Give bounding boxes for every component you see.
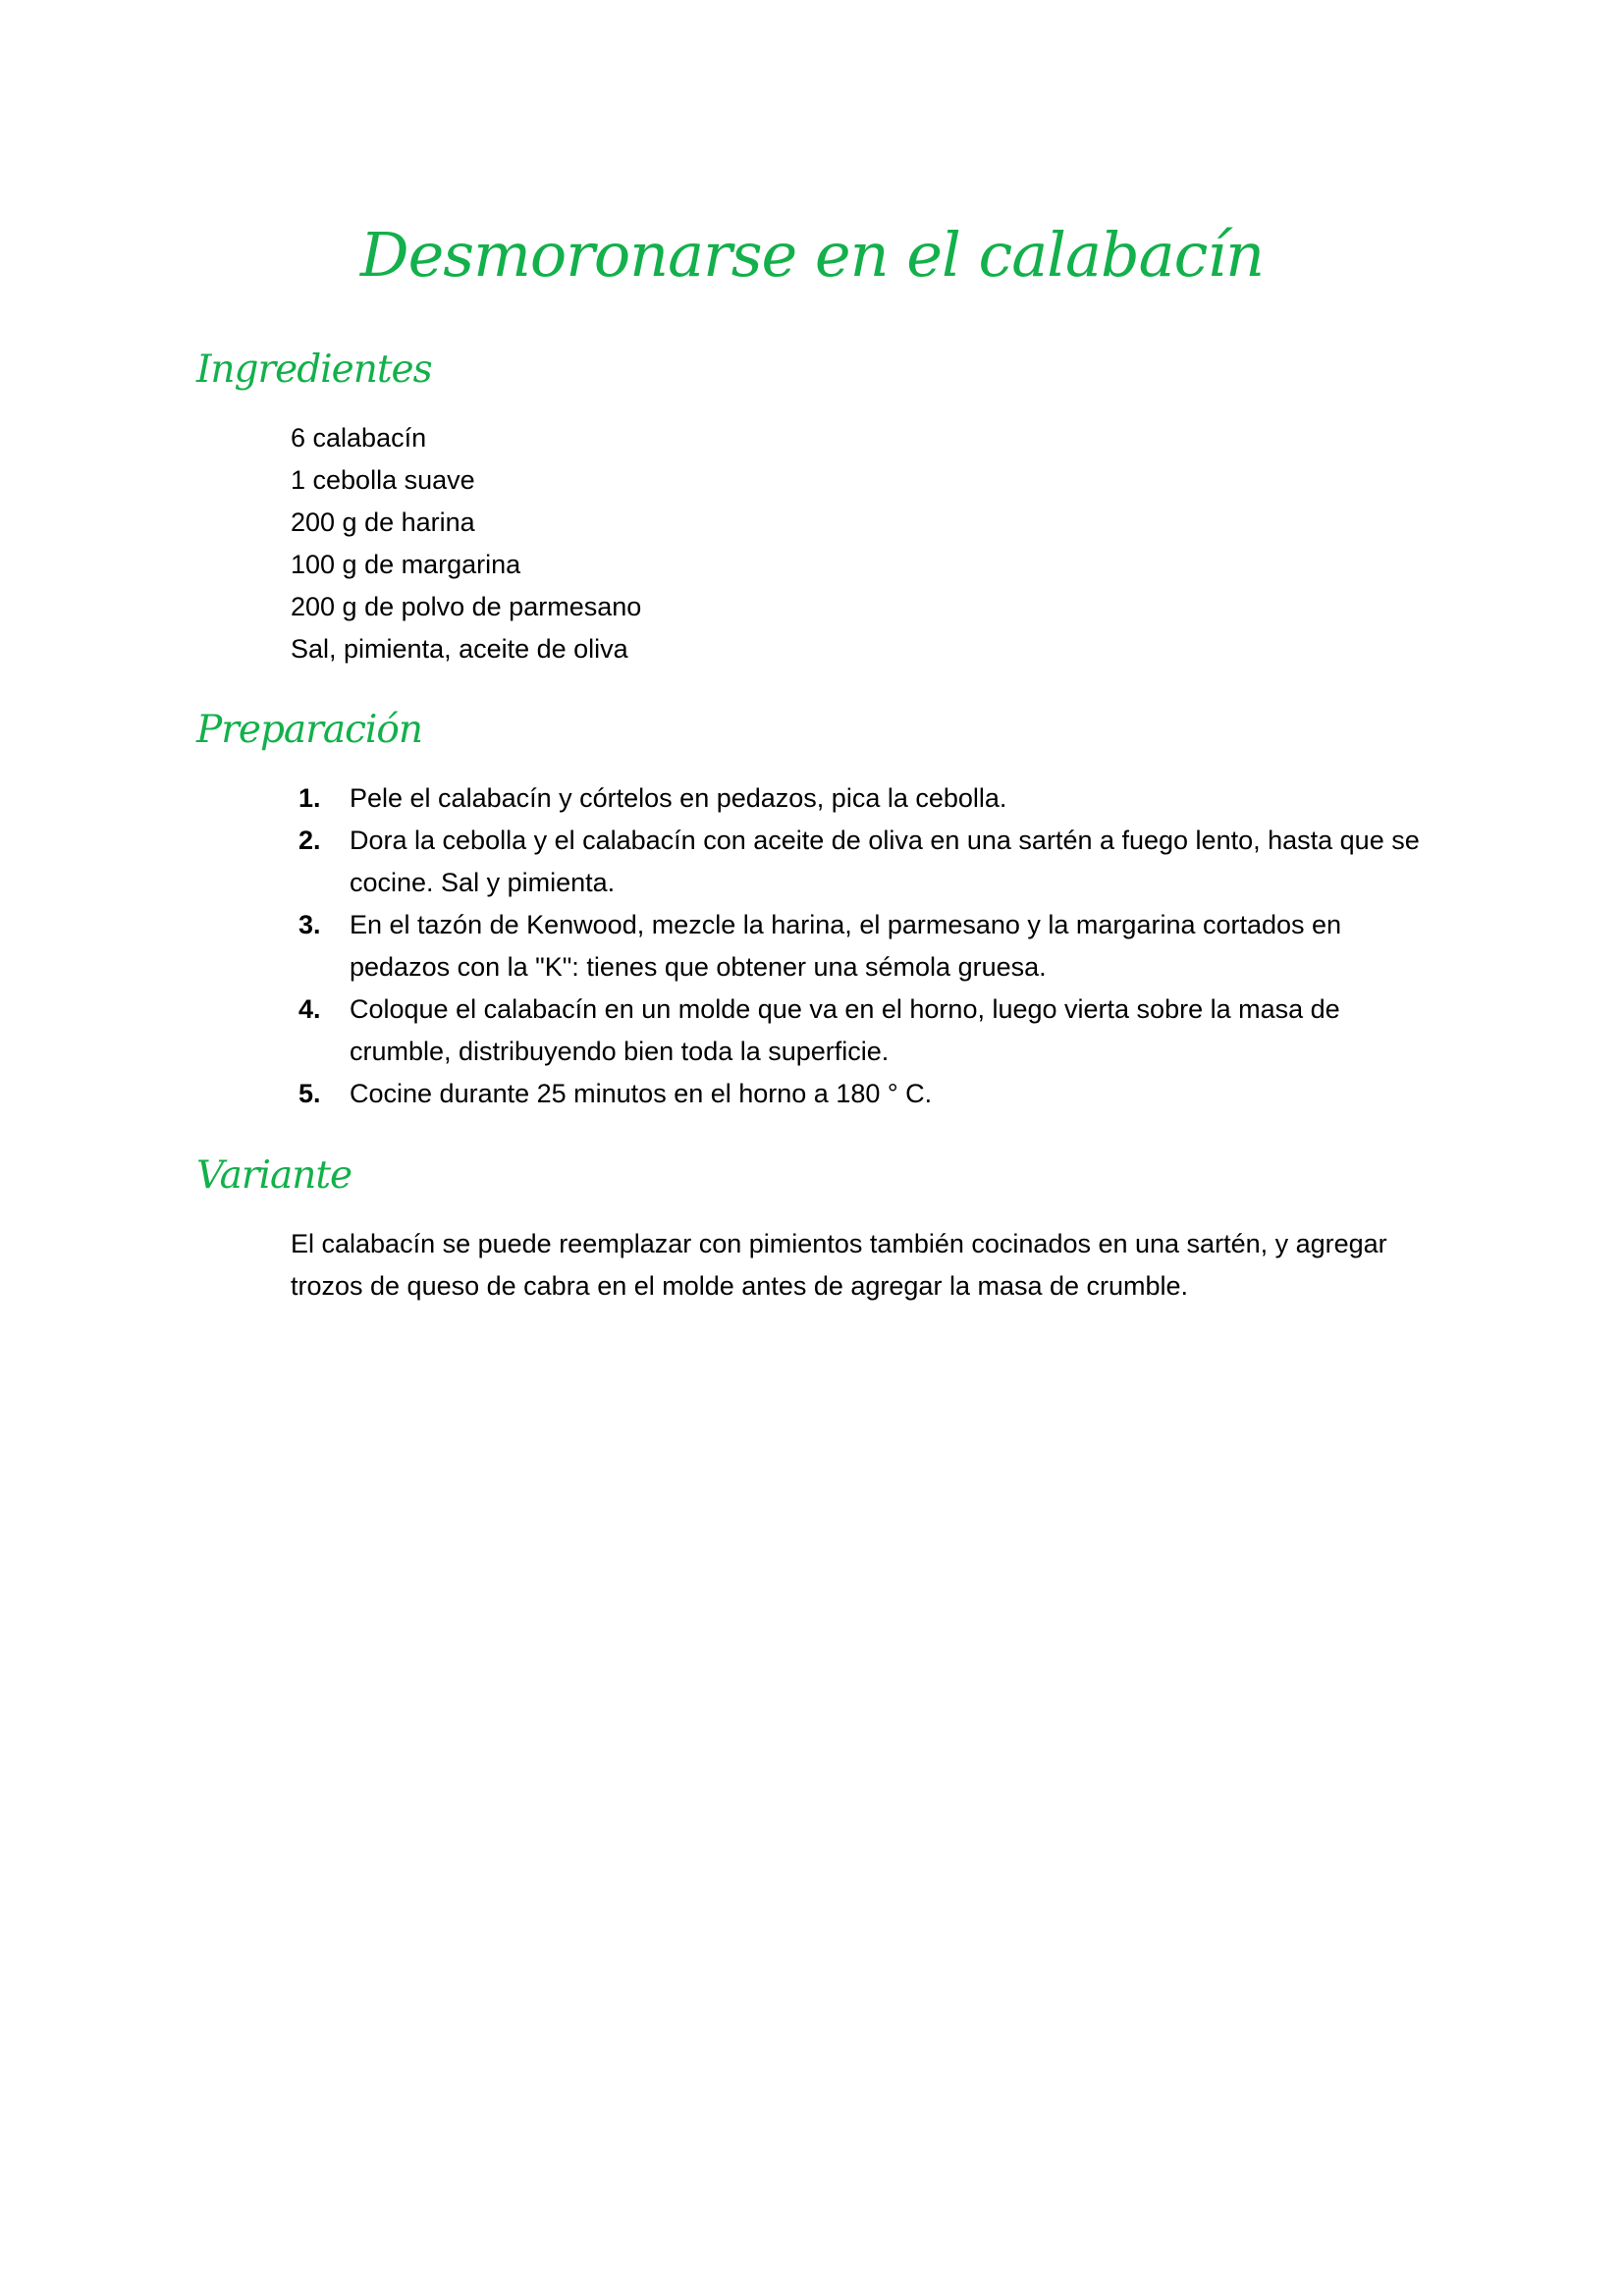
step-item [291, 988, 1439, 1073]
step-number: 2. [298, 826, 321, 855]
ingredient-item: Sal, pimienta, aceite de oliva [291, 634, 628, 664]
preparation-heading: Preparación [196, 708, 422, 752]
ingredients-list [291, 417, 641, 670]
ingredient-item: 100 g de margarina [291, 550, 521, 579]
ingredient-item: 200 g de polvo de parmesano [291, 592, 642, 621]
step-item [291, 777, 1439, 820]
step-text: Dora la cebolla y el calabacín con aceite de oliva en una sartén a fuego lento, hasta que se cocine. Sal y pimienta. [350, 826, 1420, 897]
step-text: Cocine durante 25 minutos en el horno a 180 ° C. [350, 1079, 933, 1108]
ingredient-item: 6 calabacín [291, 423, 427, 453]
ingredients-heading: Ingredientes [196, 347, 432, 392]
recipe-title: Desmoronarse en el calabacín [359, 219, 1265, 291]
ingredient-item: 1 cebolla suave [291, 465, 475, 495]
step-text: Pele el calabacín y córtelos en pedazos, pica la cebolla. [350, 783, 1007, 813]
variant-heading: Variante [196, 1153, 352, 1198]
ingredient-item: 200 g de harina [291, 507, 475, 537]
step-item [291, 820, 1439, 904]
preparation-steps-list [291, 777, 1439, 1115]
variant-paragraph: El calabacín se puede reemplazar con pimientos también cocinados en una sartén, y agregar trozos de queso de cabra en el molde antes de agregar la masa de crumble. [291, 1229, 1387, 1301]
step-number: 5. [298, 1079, 321, 1108]
step-number: 1. [298, 783, 321, 813]
step-item [291, 1073, 1439, 1115]
step-text: En el tazón de Kenwood, mezcle la harina, el parmesano y la margarina cortados en pedazos con la "K": tienes que obtener una sémola gruesa. [350, 910, 1342, 982]
step-text: Coloque el calabacín en un molde que va en el horno, luego vierta sobre la masa de crumble, distribuyendo bien toda la superficie. [350, 994, 1340, 1066]
step-number: 4. [298, 994, 321, 1024]
step-number: 3. [298, 910, 321, 939]
step-item [291, 904, 1439, 988]
